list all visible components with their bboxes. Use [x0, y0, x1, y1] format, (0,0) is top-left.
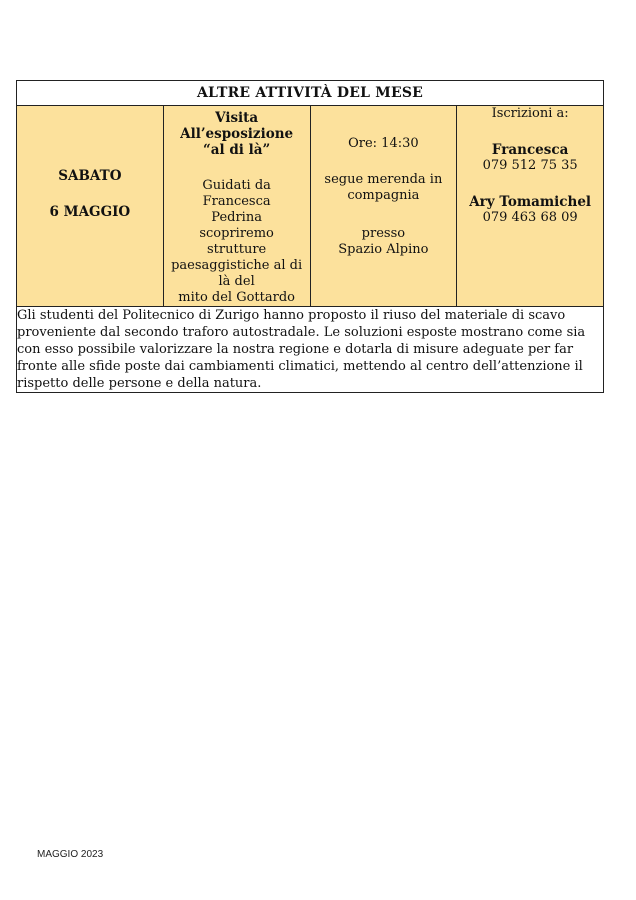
registration-cell [457, 106, 604, 307]
visit-title-line: All’esposizione [180, 126, 294, 142]
day-name: SABATO [58, 168, 122, 184]
follow-line: compagnia [347, 188, 420, 203]
visit-title [164, 106, 310, 158]
desc-line: Pedrina [211, 210, 262, 225]
table-title: ALTRE ATTIVITÀ DEL MESE [17, 81, 604, 106]
contact-2-phone: 079 463 68 09 [482, 210, 578, 225]
event-location [311, 226, 457, 258]
visit-description [164, 178, 310, 306]
contact-1-name: Francesca [491, 142, 569, 158]
contact-1-phone: 079 512 75 35 [482, 158, 578, 173]
note-line: con esso possibile valorizzare la nostra regione e dotarla di misure adeguate per far [17, 342, 574, 357]
event-time: Ore: 14:30 [348, 136, 419, 151]
desc-line: mito del Gottardo [178, 290, 295, 305]
time-place-cell [310, 106, 457, 307]
date-cell [17, 106, 164, 307]
note-line: fronte alle sfide poste dai cambiamenti climatici, mettendo al centro dell’attenzione il [17, 359, 583, 374]
note-line: Gli studenti del Politecnico di Zurigo hanno proposto il riuso del materiale di scavo [17, 308, 566, 323]
note-line: rispetto delle persone e della natura. [17, 376, 262, 391]
desc-line: paesaggistiche al di là del [171, 258, 303, 289]
description-note [17, 307, 604, 393]
event-follow-up [311, 172, 457, 204]
registration-label: Iscrizioni a: [491, 106, 569, 121]
day-date: 6 MAGGIO [49, 204, 131, 220]
location-name: Spazio Alpino [338, 242, 429, 257]
visit-title-line: Visita [215, 110, 259, 126]
page-footer: MAGGIO 2023 [37, 849, 104, 860]
note-line: proveniente dal secondo traforo autostradale. Le soluzioni esposte mostrano come sia [17, 325, 586, 340]
visit-cell [163, 106, 310, 307]
desc-line: scopriremo strutture [199, 226, 274, 257]
visit-title-line: “al di là” [203, 142, 271, 158]
desc-line: Guidati da Francesca [202, 178, 271, 209]
contact-2-name: Ary Tomamichel [469, 194, 592, 210]
follow-line: segue merenda in [324, 172, 443, 187]
location-prefix: presso [361, 226, 406, 241]
activities-table [16, 80, 604, 393]
